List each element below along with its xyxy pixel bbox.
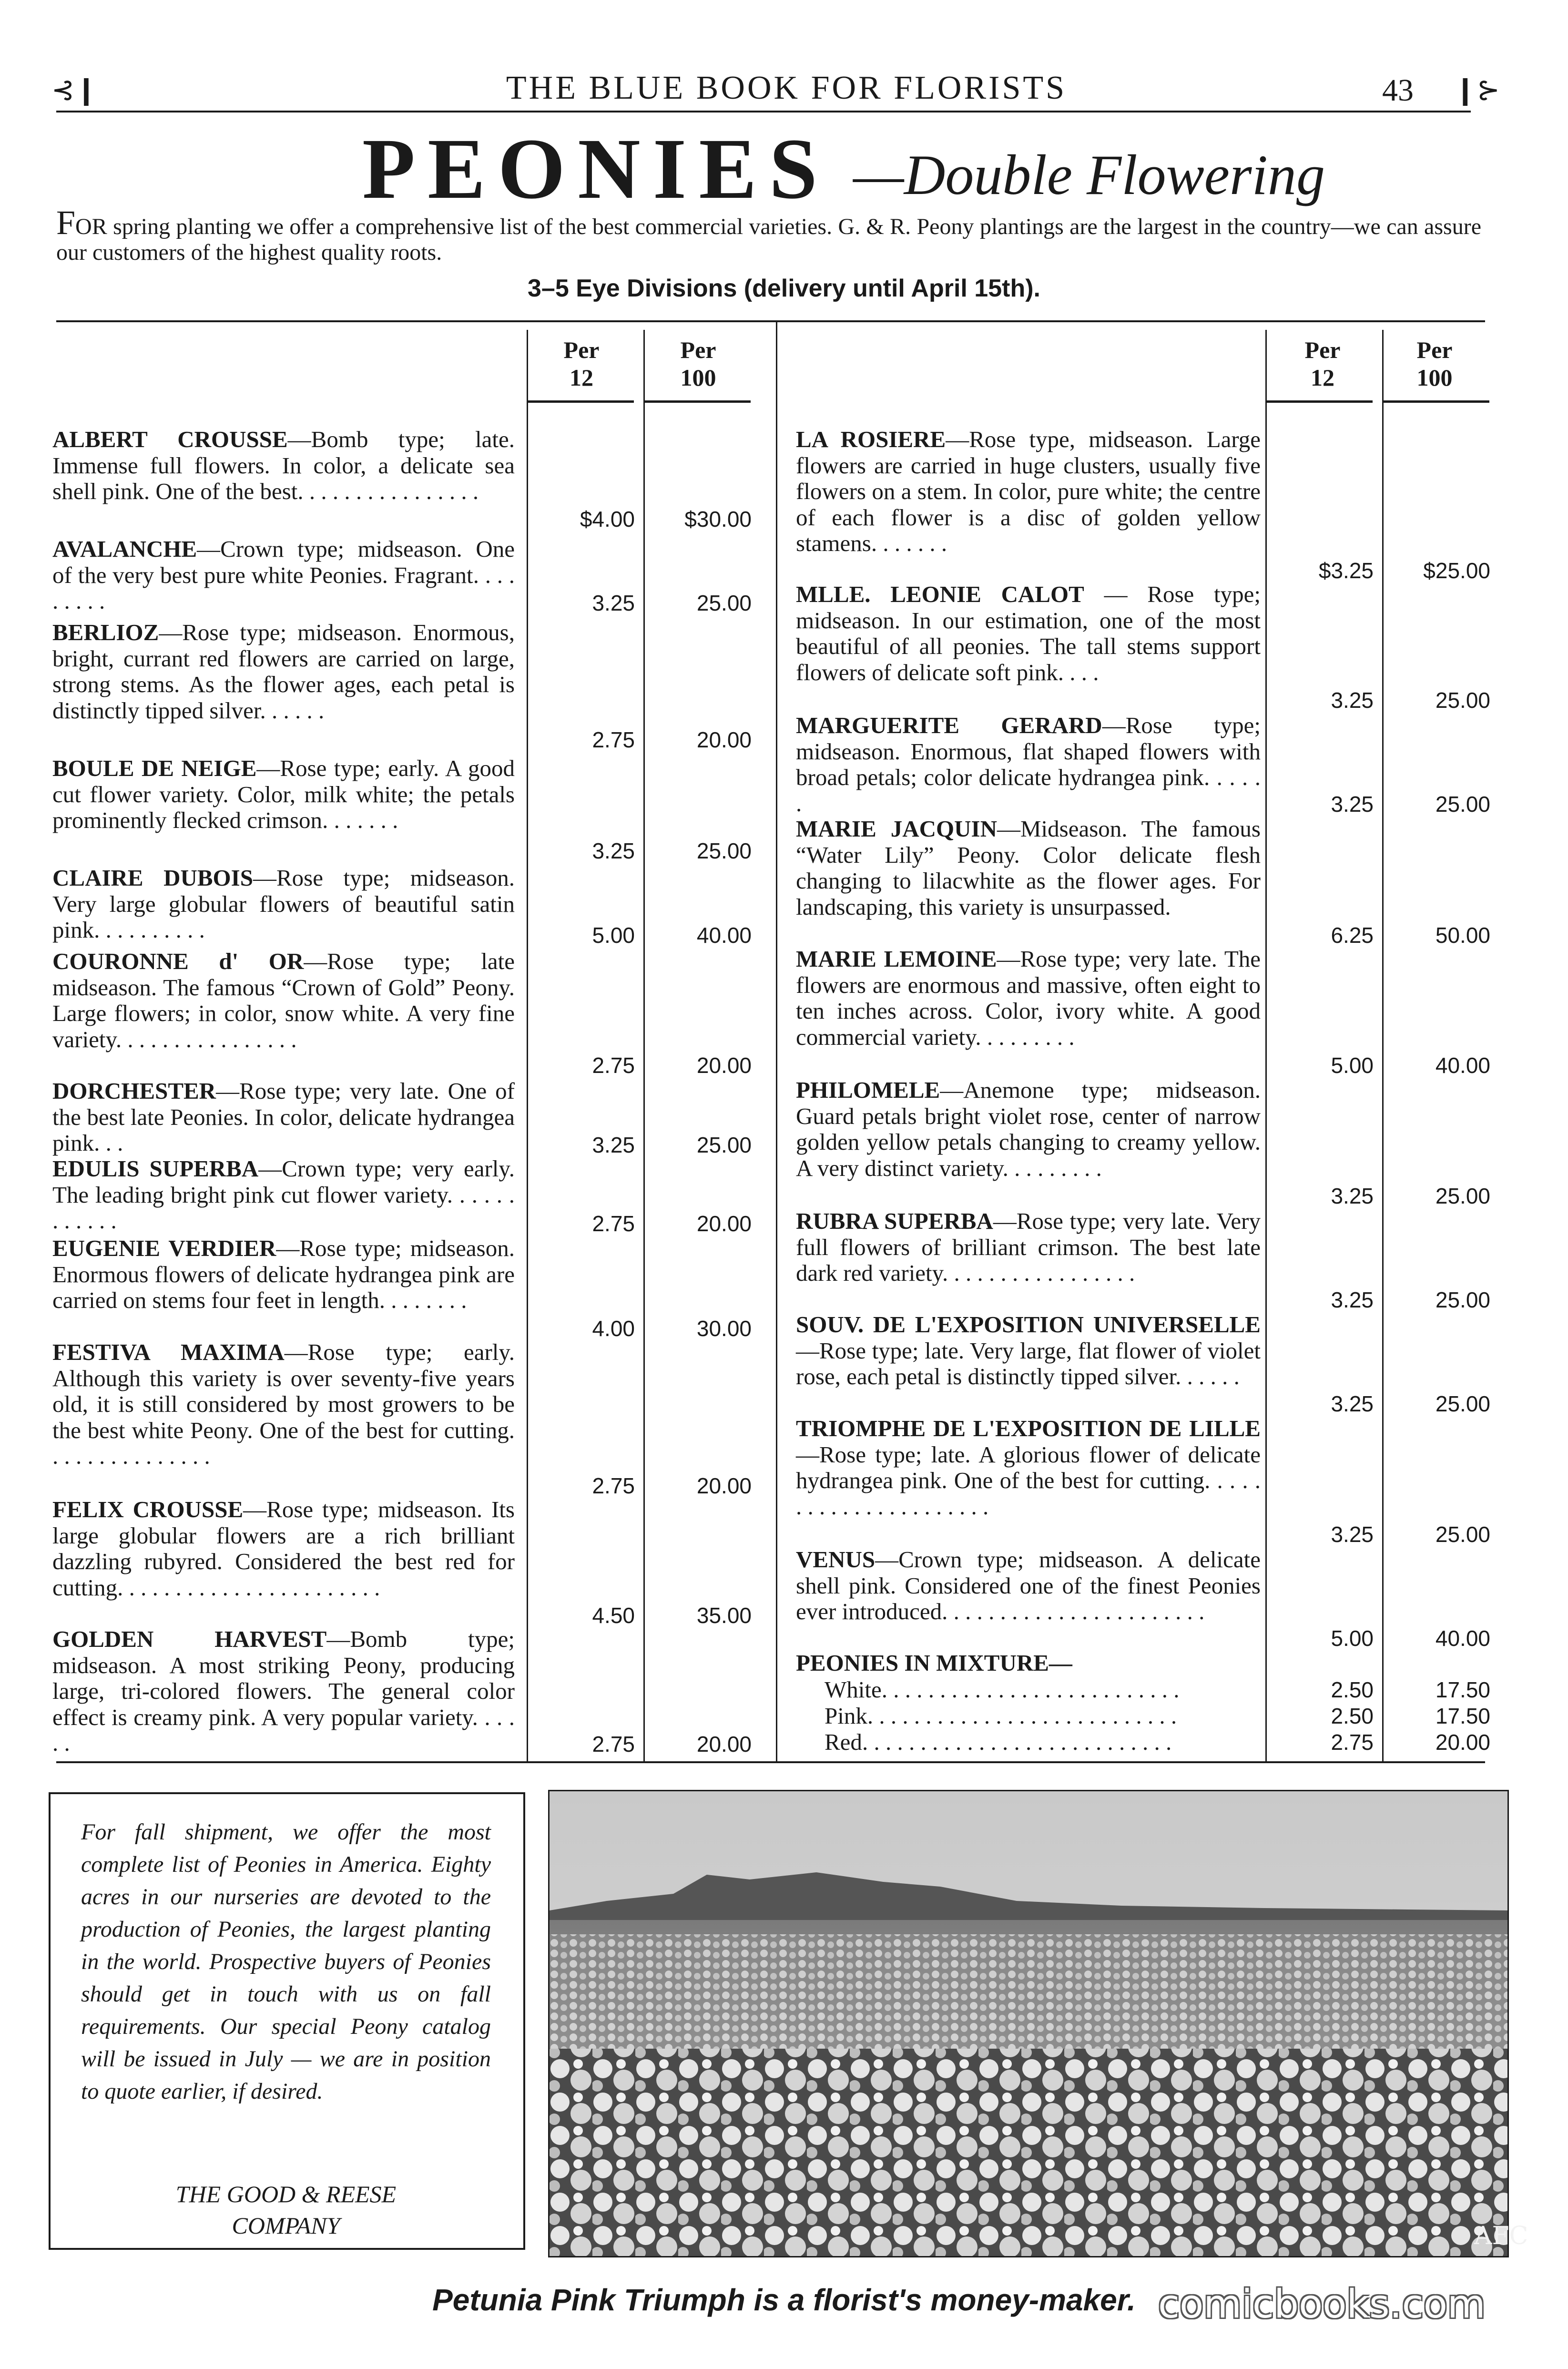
price-per100: 25.00: [1435, 792, 1490, 817]
variety-entry-venus: VENUS—Crown type; midseason. A delicate shell pink. Considered one of the finest Peonies ever introduced. . . . . . . . . . . . . . . . . . . . . . .: [796, 1546, 1261, 1624]
left-per100-header: Per 100: [680, 337, 716, 391]
right-per12-header: Per 12: [1304, 337, 1341, 391]
price-per12: 3.25: [592, 838, 635, 863]
price-per100: 20.00: [696, 1211, 752, 1236]
variety-entry-festiva-maxima: FESTIVA MAXIMA—Rose type; early. Although this variety is over seventy-five years old, it is still considered by most growers to be the best white Peony. One of the best for cutting. . . . . . . . . . . . . . .: [52, 1339, 515, 1469]
price-per12: 3.25: [1331, 1522, 1374, 1547]
price-per100: 40.00: [1435, 1626, 1490, 1651]
price-per100: 20.00: [1435, 1730, 1490, 1755]
left-per12-head-rule: [527, 400, 634, 403]
peony-field-photo-icon: [550, 1791, 1528, 2256]
price-per12: 2.75: [1331, 1730, 1374, 1755]
variety-entry-eugenie-verdier: EUGENIE VERDIER—Rose type; midseason. Enormous flowers of delicate hydrangea pink are carried on stems four feet in length. . . . . . . .: [52, 1235, 515, 1313]
price-per12: 3.25: [1331, 1184, 1374, 1208]
price-per12: 3.25: [592, 591, 635, 615]
table-bottom-rule: [56, 1761, 1485, 1763]
price-per100: 40.00: [1435, 1053, 1490, 1078]
price-per100: 25.00: [696, 1133, 752, 1157]
variety-entry-berlioz: BERLIOZ—Rose type; midseason. Enormous, bright, currant red flowers are carried on large, strong stems. As the flower ages, each petal is distinctly tipped silver. . . . . .: [52, 619, 515, 724]
price-per12: 5.00: [1331, 1626, 1374, 1651]
price-per100: $30.00: [684, 507, 752, 531]
mixture-heading: PEONIES IN MIXTURE—: [796, 1650, 1072, 1676]
right-per12-head-rule: [1265, 400, 1373, 403]
right-per12-rule: [1265, 330, 1267, 1761]
variety-entry-marguerite-gerard: MARGUERITE GERARD—Rose type; midseason. Enormous, flat shaped flowers with broad petals; color delicate hydrangea pink. . . . . .: [796, 712, 1261, 817]
price-per100: 25.00: [1435, 1522, 1490, 1547]
price-per12: 2.75: [592, 727, 635, 752]
left-per12-rule: [527, 330, 528, 1761]
price-per12: 2.75: [592, 1053, 635, 1078]
price-per100: 20.00: [696, 727, 752, 752]
price-per12: 4.00: [592, 1316, 635, 1341]
price-per100: 25.00: [1435, 688, 1490, 713]
bottom-caption: Petunia Pink Triumph is a florist's money-maker.: [432, 2283, 1136, 2317]
company-name-line1: THE GOOD & REESE: [175, 2181, 397, 2207]
variety-entry-dorchester: DORCHESTER—Rose type; very late. One of the best late Peonies. In color, delicate hydrangea pink. . .: [52, 1078, 515, 1156]
variety-entry-rubra-superba: RUBRA SUPERBA—Rose type; very late. Very full flowers of brilliant crimson. The best late dark red variety. . . . . . . . . . . . . . . . .: [796, 1208, 1261, 1286]
page-title: PEONIES: [362, 121, 830, 217]
right-per100-header: Per 100: [1416, 337, 1453, 391]
variety-entry-boule-de-neige: BOULE DE NEIGE—Rose type; early. A good cut flower variety. Color, milk white; the petals prominently flecked crimson. . . . . . .: [52, 755, 515, 833]
variety-entry-felix-crousse: FELIX CROUSSE—Rose type; midseason. Its large globular flowers are a rich brilliant dazzling rubyred. Considered the best red for cutting. . . . . . . . . . . . . . . . . . . . . . .: [52, 1496, 515, 1601]
price-per100: 20.00: [696, 1053, 752, 1078]
variety-entry-mlle-leonie-calot: MLLE. LEONIE CALOT — Rose type; midseason. In our estimation, one of the most beautiful of all peonies. The tall stems support flowers of delicate soft pink. . . .: [796, 581, 1261, 685]
price-per100: 25.00: [1435, 1287, 1490, 1312]
price-per100: 25.00: [696, 838, 752, 863]
price-per12: $3.25: [1318, 558, 1374, 583]
column-divider: [776, 320, 777, 1762]
price-per100: 50.00: [1435, 923, 1490, 948]
price-per100: 25.00: [696, 591, 752, 615]
mixture-item-white: White. . . . . . . . . . . . . . . . . . . . . . . . . .: [825, 1676, 1180, 1703]
photo-monogram: AFC: [1474, 2222, 1528, 2250]
price-per12: 3.25: [1331, 1391, 1374, 1416]
promo-company: [81, 2178, 491, 2241]
price-per12: 2.75: [592, 1732, 635, 1756]
price-per100: 20.00: [696, 1473, 752, 1498]
promo-text: For fall shipment, we offer the most complete list of Peonies in America. Eighty acres in our nurseries are devoted to the production of Peonies, the largest planting in the world. Prospective buyers of Peonies should get in touch with us on fall requirements. Our special Peony catalog will be issued in July — we are in position to quote earlier, if desired.: [81, 1819, 491, 2104]
variety-entry-avalanche: AVALANCHE—Crown type; midseason. One of the very best pure white Peonies. Fragrant. . . . . . . . .: [52, 536, 515, 614]
price-per100: 30.00: [696, 1316, 752, 1341]
price-per100: 17.50: [1435, 1704, 1490, 1728]
intro-dropcap: F: [56, 204, 76, 242]
right-per100-rule: [1382, 330, 1384, 1761]
ornament-right-icon: ❙⊱: [1454, 73, 1500, 106]
price-per100: 40.00: [696, 923, 752, 948]
variety-entry-souv-de-l-exposition-universelle: SOUV. DE L'EXPOSITION UNIVERSELLE—Rose type; late. Very large, flat flower of violet rose, each petal is distinctly tipped silver. . . . . .: [796, 1311, 1261, 1389]
variety-entry-la-rosiere: LA ROSIERE—Rose type, midseason. Large flowers are carried in huge clusters, usually five flowers on a stem. In color, pure white; the centre of each flower is a disc of golden yellow stamens. . . . . . .: [796, 426, 1261, 556]
intro-text: OR spring planting we offer a comprehensive list of the best commercial varieties. G. & R. Peony plantings are the largest in the country—we can assure our customers of the highest quality roots.: [56, 214, 1481, 265]
price-per12: 3.25: [592, 1133, 635, 1157]
ornament-left-icon: ⊰❙: [51, 73, 98, 106]
price-per12: 5.00: [1331, 1053, 1374, 1078]
price-per12: 6.25: [1331, 923, 1374, 948]
price-per100: 17.50: [1435, 1677, 1490, 1702]
price-per12: 3.25: [1331, 792, 1374, 817]
mixture-item-pink: Pink. . . . . . . . . . . . . . . . . . . . . . . . . . .: [825, 1703, 1177, 1729]
company-name-line2: COMPANY: [232, 2212, 340, 2239]
variety-entry-philomele: PHILOMELE—Anemone type; midseason. Guard petals bright violet rose, center of narrow golden yellow petals changing to creamy yellow. A very distinct variety. . . . . . . . .: [796, 1077, 1261, 1181]
page-number: 43: [1382, 73, 1414, 108]
price-per12: 3.25: [1331, 688, 1374, 713]
variety-entry-marie-jacquin: MARIE JACQUIN—Midseason. The famous “Water Lily” Peony. Color delicate flesh changing to lilacwhite as the flower ages. For landscaping, this variety is unsurpassed.: [796, 816, 1261, 920]
price-per12: 2.50: [1331, 1677, 1374, 1702]
variety-entry-edulis-superba: EDULIS SUPERBA—Crown type; very early. The leading bright pink cut flower variety. . . . . . . . . . . .: [52, 1155, 515, 1234]
price-per100: 25.00: [1435, 1184, 1490, 1208]
divisions-subheading: 3–5 Eye Divisions (delivery until April 15th).: [528, 275, 1040, 302]
variety-entry-triomphe-de-l-exposition-de-lille: TRIOMPHE DE L'EXPOSITION DE LILLE—Rose type; late. A glorious flower of delicate hydrangea pink. One of the best for cutting. . . . . . . . . . . . . . . . . . . . . .: [796, 1415, 1261, 1520]
variety-entry-marie-lemoine: MARIE LEMOINE—Rose type; very late. The flowers are enormous and massive, often eight to ten inches across. Color, ivory white. A good commercial variety. . . . . . . . .: [796, 946, 1261, 1050]
price-per100: 35.00: [696, 1603, 752, 1628]
variety-entry-albert-crousse: ALBERT CROUSSE—Bomb type; late. Immense full flowers. In color, a delicate sea shell pink. One of the best. . . . . . . . . . . . . . . .: [52, 426, 515, 504]
price-per100: 20.00: [696, 1732, 752, 1756]
price-per12: 2.75: [592, 1211, 635, 1236]
variety-entry-golden-harvest: GOLDEN HARVEST—Bomb type; midseason. A most striking Peony, producing large, tri-colored flowers. The general color effect is creamy pink. A very popular variety. . . . . .: [52, 1626, 515, 1756]
left-per12-header: Per 12: [563, 337, 600, 391]
running-title: THE BLUE BOOK FOR FLORISTS: [506, 70, 1067, 106]
variety-entry-couronne-d-or: COURONNE d' OR—Rose type; late midseason. The famous “Crown of Gold” Peony. Large flowers; in color, snow white. A very fine variety. . . . . . . . . . . . . . . .: [52, 948, 515, 1052]
price-per12: 3.25: [1331, 1287, 1374, 1312]
left-per100-head-rule: [643, 400, 751, 403]
page-subtitle: —Double Flowering: [853, 143, 1325, 206]
table-top-rule: [56, 320, 1485, 322]
price-per100: 25.00: [1435, 1391, 1490, 1416]
peony-field-photo: [548, 1790, 1528, 2257]
header-rule: [56, 111, 1471, 112]
left-per100-rule: [643, 330, 645, 1761]
price-per12: 5.00: [592, 923, 635, 948]
right-per100-head-rule: [1382, 400, 1489, 403]
price-per100: $25.00: [1423, 558, 1490, 583]
mixture-item-red: Red. . . . . . . . . . . . . . . . . . . . . . . . . . .: [825, 1729, 1172, 1755]
variety-entry-claire-dubois: CLAIRE DUBOIS—Rose type; midseason. Very large globular flowers of beautiful satin pink. . . . . . . . . .: [52, 865, 515, 943]
intro-paragraph: [56, 204, 1481, 265]
price-per12: 2.50: [1331, 1704, 1374, 1728]
price-per12: $4.00: [580, 507, 635, 531]
price-per12: 4.50: [592, 1603, 635, 1628]
site-watermark: comicbooks.com: [1158, 2282, 1486, 2327]
price-per12: 2.75: [592, 1473, 635, 1498]
